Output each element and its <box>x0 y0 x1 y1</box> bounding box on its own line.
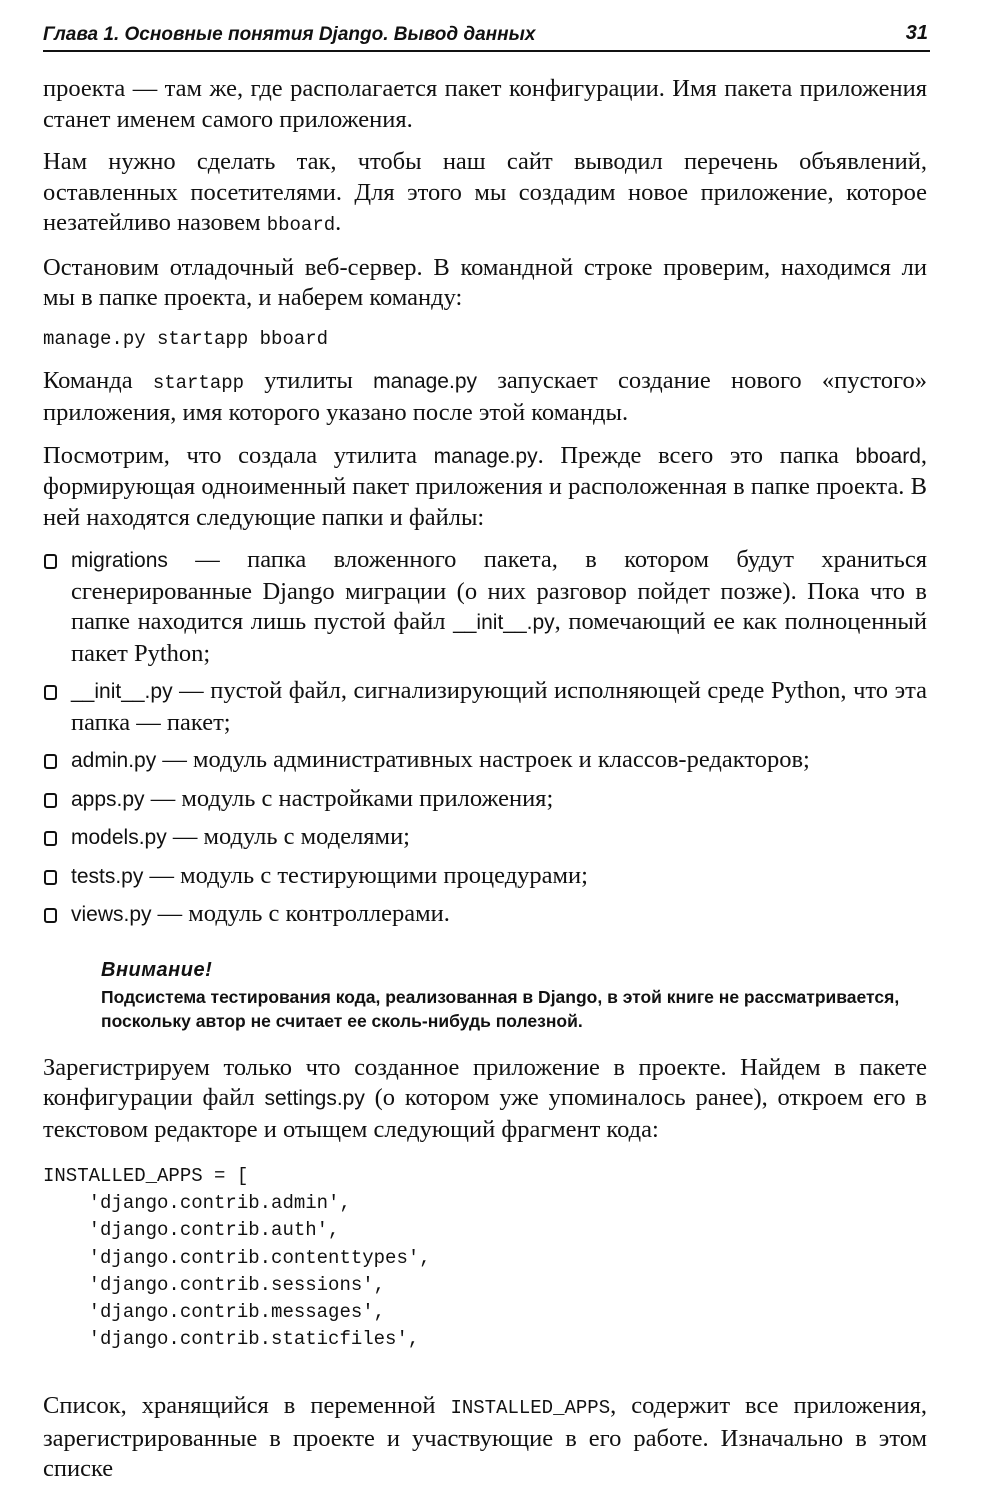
checkbox-bullet-icon <box>44 754 57 769</box>
item-text: — пустой файл, сигнализирующий исполняющей среде Python, что эта папка — пакет; <box>71 677 927 736</box>
item-text: — модуль с тестирующими процедурами; <box>143 861 588 889</box>
paragraph <box>43 366 927 429</box>
list-item <box>43 784 927 816</box>
paragraph <box>43 147 927 241</box>
paragraph-text: (о котором уже упоминалось ранее), откроем его в текстовом редакторе и отыщем следующий фрагмент кода: <box>43 1084 927 1143</box>
paragraph <box>43 253 927 314</box>
list-item <box>43 745 927 777</box>
item-text: , помечающий ее как полноценный пакет Python; <box>71 608 927 667</box>
item-text: — модуль административных настроек и классов-редакторов; <box>156 746 810 773</box>
checkbox-bullet-icon <box>44 554 57 569</box>
inline-code: INSTALLED_APPS <box>450 1397 611 1420</box>
file-name: __init__.py <box>71 680 173 703</box>
chapter-title: Глава 1. Основные понятия Django. Вывод данных <box>43 24 536 45</box>
command-line: manage.py startapp bboard <box>43 327 329 350</box>
list-item <box>43 899 927 931</box>
notice-box <box>101 957 927 1033</box>
list-item <box>43 545 927 669</box>
paragraph <box>43 74 927 135</box>
list-item <box>43 676 927 738</box>
inline-code: bboard <box>266 214 336 236</box>
paragraph-text: , формирующая одноименный пакет приложения и расположенная в папке проекта. В ней находятся следующие папки и файлы: <box>43 441 927 531</box>
file-name: manage.py <box>433 444 538 468</box>
checkbox-bullet-icon <box>44 908 57 923</box>
checkbox-bullet-icon <box>44 793 57 808</box>
item-text: — папка вложенного пакета, в котором будут храниться сгенерированные Django миграции (о них разговор пойдет позже). Пока что в папке находится лишь пустой файл <box>71 546 927 635</box>
paragraph <box>43 1053 927 1146</box>
item-text: — модуль с настройками приложения; <box>144 784 554 812</box>
file-name: migrations <box>71 549 168 572</box>
notice-title: Внимание! <box>101 958 213 981</box>
file-name: tests.py <box>71 864 144 888</box>
checkbox-bullet-icon <box>44 685 57 700</box>
paragraph-text: Список, хранящийся в переменной <box>43 1392 451 1420</box>
list-item <box>43 861 927 893</box>
paragraph-text: . <box>335 209 342 236</box>
paragraph-text: Зарегистрируем только что созданное приложение в проекте. Найдем в пакете конфигурации файл <box>43 1053 927 1111</box>
file-name: admin.py <box>71 749 157 772</box>
checkbox-bullet-icon <box>44 831 57 846</box>
paragraph-text: Остановим отладочный веб-сервер. В командной строке проверим, находимся ли мы в папке проекта, и наберем команду: <box>43 253 927 311</box>
code-block: INSTALLED_APPS = [ 'django.contrib.admin', 'django.contrib.auth', 'django.contrib.contenttypes', 'django.contrib.sessions', 'django.contrib.messages', 'django.contrib.staticfiles', <box>43 1165 431 1351</box>
file-name: views.py <box>71 903 152 926</box>
page-content <box>43 74 927 1497</box>
paragraph-text: , содержит все приложения, зарегистрированные в проекте и участвующие в его работе. Изначально в этом списке <box>43 1392 927 1483</box>
file-name: apps.py <box>71 787 145 811</box>
running-head <box>43 22 930 52</box>
notice-text: Подсистема тестирования кода, реализованная в Django, в этой книге не рассматривается, поскольку автор не считает ее сколь-нибудь полезной. <box>101 986 900 1031</box>
paragraph-text: . Прежде всего это папка <box>537 441 856 469</box>
paragraph-text: запускает создание нового «пустого» приложения, имя которого указано после этой команды. <box>43 366 927 426</box>
file-list <box>43 545 927 931</box>
paragraph-text: Команда <box>43 366 153 394</box>
paragraph <box>43 1391 927 1485</box>
file-name: settings.py <box>264 1087 365 1110</box>
paragraph-text: Посмотрим, что создала утилита <box>43 441 434 469</box>
item-text: — модуль с моделями; <box>166 823 410 850</box>
list-item <box>43 822 927 854</box>
paragraph-text: утилиты <box>244 366 374 394</box>
checkbox-bullet-icon <box>44 870 57 885</box>
item-text: — модуль с контроллерами. <box>151 900 450 927</box>
paragraph-text: проекта — там же, где располагается пакет конфигурации. Имя пакета приложения станет именем самого приложения. <box>43 75 927 133</box>
inline-code: startapp <box>152 371 245 394</box>
file-name: models.py <box>71 826 167 849</box>
paragraph <box>43 441 927 534</box>
paragraph-text: Нам нужно сделать так, чтобы наш сайт выводил перечень объявлений, оставленных посетителями. Для этого мы создадим новое приложение, которое незатейливо назовем <box>43 148 927 236</box>
file-name: __init__.py <box>453 611 555 634</box>
folder-name: bboard <box>855 444 921 468</box>
file-name: manage.py <box>373 369 477 393</box>
page-number: 31 <box>905 22 928 44</box>
